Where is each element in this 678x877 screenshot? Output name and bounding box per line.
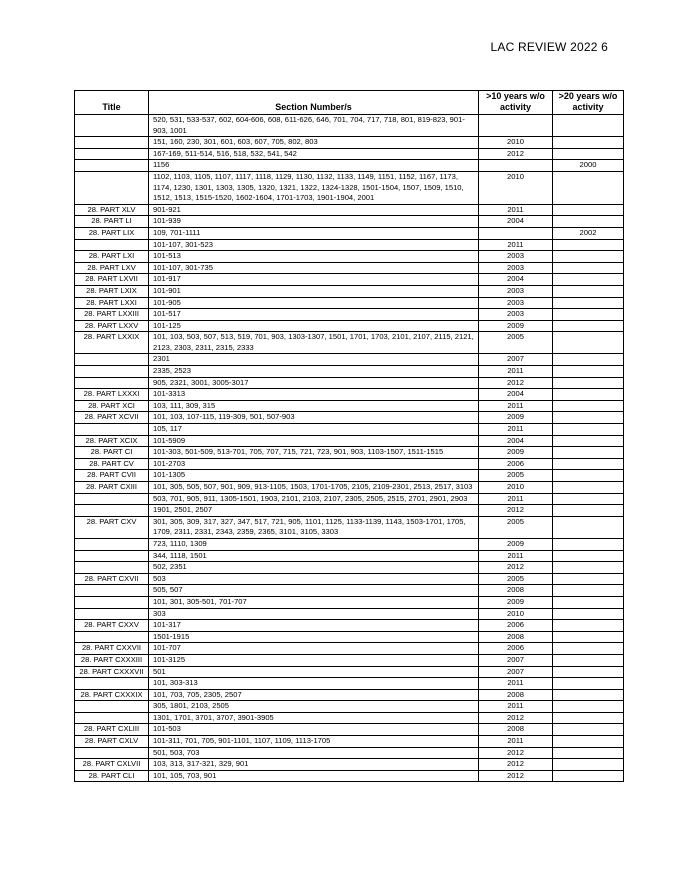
cell-10-years: 2010 [479,137,553,149]
cell-sections: 101-707 [149,643,479,655]
table-row [75,538,624,550]
cell-title: 28. PART CXV [75,516,149,538]
cell-sections: 101-517 [149,309,479,321]
table-row [75,747,624,759]
table-row [75,227,624,239]
cell-10-years: 2008 [479,689,553,701]
table-row [75,447,624,459]
table-row [75,458,624,470]
cell-title: 28. PART LXIX [75,285,149,297]
table-row [75,516,624,538]
cell-title: 28. PART CXXV [75,620,149,632]
cell-20-years [553,538,624,550]
cell-sections: 101, 305, 505, 507, 901, 909, 913-1105, 1503, 1701-1705, 2105, 2109-2301, 2513, 2517, 3103 [149,482,479,494]
cell-10-years [479,227,553,239]
cell-sections: 101-107, 301-523 [149,239,479,251]
cell-10-years: 2011 [479,239,553,251]
cell-title [75,171,149,204]
cell-20-years [553,171,624,204]
table-row [75,608,624,620]
cell-20-years [553,596,624,608]
cell-10-years: 2003 [479,251,553,263]
cell-10-years: 2011 [479,424,553,436]
table-row [75,666,624,678]
cell-sections: 151, 160, 230, 301, 601, 603, 607, 705, 802, 803 [149,137,479,149]
cell-title: 28. PART CXXXIX [75,689,149,701]
table-row [75,412,624,424]
cell-20-years [553,115,624,137]
cell-10-years: 2012 [479,770,553,782]
cell-title [75,239,149,251]
table-row [75,297,624,309]
cell-sections: 101-5909 [149,435,479,447]
cell-sections: 1102, 1103, 1105, 1107, 1117, 1118, 1129, 1130, 1132, 1133, 1149, 1151, 1152, 1167, 1173, 1174, 1230, 1301, 1303, 1305, 1320, 1321, 1322, 1324-1328, 1501-1504, 1507, 1509, 1510, 1512, 1513, 1515-1520, 1602-1604, 1701-1703, 1901-1904, 2001 [149,171,479,204]
cell-10-years: 2011 [479,736,553,748]
cell-sections: 723, 1110, 1309 [149,538,479,550]
table-row [75,239,624,251]
cell-10-years: 2011 [479,400,553,412]
cell-10-years: 2003 [479,262,553,274]
cell-title: 28. PART XCI [75,400,149,412]
table-row [75,654,624,666]
cell-20-years [553,701,624,713]
cell-sections: 1501-1915 [149,631,479,643]
cell-title [75,562,149,574]
table-row [75,435,624,447]
cell-20-years [553,204,624,216]
table-row [75,216,624,228]
cell-sections: 1301, 1701, 3701, 3707, 3901-3905 [149,712,479,724]
cell-sections: 101-905 [149,297,479,309]
cell-title [75,137,149,149]
table-row [75,262,624,274]
table-row [75,274,624,286]
cell-sections: 905, 2321, 3001, 3005-3017 [149,377,479,389]
table-row [75,171,624,204]
table-row [75,332,624,354]
cell-title [75,538,149,550]
cell-10-years: 2010 [479,171,553,204]
table-row [75,148,624,160]
cell-sections: 502, 2351 [149,562,479,574]
cell-sections: 1901, 2501, 2507 [149,505,479,517]
cell-10-years: 2012 [479,747,553,759]
cell-20-years [553,412,624,424]
cell-sections: 901-921 [149,204,479,216]
cell-10-years: 2012 [479,505,553,517]
cell-20-years [553,747,624,759]
cell-sections: 2335, 2523 [149,366,479,378]
cell-title [75,747,149,759]
table-row [75,115,624,137]
cell-sections: 101-107, 301-735 [149,262,479,274]
cell-10-years: 2012 [479,148,553,160]
table-row [75,204,624,216]
cell-sections: 101-901 [149,285,479,297]
cell-20-years [553,585,624,597]
cell-sections: 101-917 [149,274,479,286]
cell-10-years: 2008 [479,585,553,597]
cell-title: 28. PART XCIX [75,435,149,447]
cell-title: 28. PART CXLIII [75,724,149,736]
table-row [75,596,624,608]
cell-sections: 101-1305 [149,470,479,482]
cell-20-years: 2000 [553,160,624,172]
table-row [75,389,624,401]
table-row [75,643,624,655]
cell-title [75,631,149,643]
cell-20-years [553,377,624,389]
cell-10-years: 2011 [479,678,553,690]
cell-10-years: 2004 [479,274,553,286]
cell-title [75,701,149,713]
cell-20-years [553,505,624,517]
cell-10-years: 2005 [479,516,553,538]
table-row [75,377,624,389]
table-body [75,115,624,782]
cell-20-years [553,251,624,263]
cell-sections: 101-311, 701, 705, 901-1101, 1107, 1109, 1113-1705 [149,736,479,748]
cell-20-years [553,759,624,771]
table-row [75,701,624,713]
cell-10-years: 2012 [479,562,553,574]
cell-sections: 301, 305, 309, 317, 327, 347, 517, 721, 905, 1101, 1125, 1133-1139, 1143, 1503-1701, 1705, 1709, 2311, 2331, 2343, 2359, 2365, 3101, 3105, 3303 [149,516,479,538]
cell-title: 28. PART CI [75,447,149,459]
cell-10-years: 2012 [479,712,553,724]
cell-title [75,550,149,562]
cell-sections: 103, 111, 309, 315 [149,400,479,412]
cell-20-years [553,447,624,459]
cell-20-years [553,148,624,160]
cell-title: 28. PART CLI [75,770,149,782]
table-row [75,770,624,782]
cell-20-years [553,354,624,366]
cell-sections: 101, 303-313 [149,678,479,690]
cell-title [75,115,149,137]
table-row [75,631,624,643]
inactivity-table [74,90,624,782]
cell-sections: 520, 531, 533-537, 602, 604-606, 608, 611-626, 646, 701, 704, 717, 718, 801, 819-823, 901-903, 1001 [149,115,479,137]
column-header-20-years: >20 years w/o activity [553,91,624,115]
cell-20-years [553,516,624,538]
cell-20-years [553,712,624,724]
table-row [75,550,624,562]
cell-10-years: 2010 [479,482,553,494]
cell-sections: 505, 507 [149,585,479,597]
table-row [75,759,624,771]
cell-20-years [553,643,624,655]
cell-sections: 501 [149,666,479,678]
table-row [75,620,624,632]
cell-title: 28. PART LXXI [75,297,149,309]
cell-sections: 101, 105, 703, 901 [149,770,479,782]
cell-10-years: 2011 [479,493,553,505]
cell-title: 28. PART LIX [75,227,149,239]
cell-20-years [553,137,624,149]
table-row [75,505,624,517]
cell-20-years [553,435,624,447]
cell-10-years: 2007 [479,666,553,678]
cell-sections: 101-939 [149,216,479,228]
cell-20-years [553,262,624,274]
cell-title: 28. PART CXIII [75,482,149,494]
cell-title: 28. PART CXVII [75,573,149,585]
cell-20-years [553,562,624,574]
cell-title: 28. PART XCVII [75,412,149,424]
cell-sections: 101-317 [149,620,479,632]
cell-sections: 105, 117 [149,424,479,436]
cell-sections: 101-513 [149,251,479,263]
column-header-title: Title [75,91,149,115]
cell-20-years [553,678,624,690]
cell-sections: 344, 1118, 1501 [149,550,479,562]
cell-10-years: 2009 [479,447,553,459]
cell-10-years: 2009 [479,412,553,424]
cell-20-years [553,274,624,286]
table-row [75,585,624,597]
cell-title: 28. PART CVII [75,470,149,482]
cell-title [75,608,149,620]
cell-10-years: 2011 [479,550,553,562]
cell-10-years: 2003 [479,297,553,309]
cell-title: 28. PART LXV [75,262,149,274]
cell-20-years [553,482,624,494]
cell-10-years: 2012 [479,377,553,389]
cell-sections: 101, 703, 705, 2305, 2507 [149,689,479,701]
cell-title: 28. PART CXLVII [75,759,149,771]
cell-10-years: 2011 [479,204,553,216]
cell-20-years: 2002 [553,227,624,239]
cell-title: 28. PART LI [75,216,149,228]
cell-title [75,377,149,389]
cell-title: 28. PART CXXXVII [75,666,149,678]
table-row [75,482,624,494]
cell-10-years: 2009 [479,596,553,608]
column-header-10-years: >10 years w/o activity [479,91,553,115]
cell-sections: 101-2703 [149,458,479,470]
table-row [75,285,624,297]
cell-title: 28. PART XLV [75,204,149,216]
cell-10-years [479,115,553,137]
cell-title: 28. PART LXVII [75,274,149,286]
cell-20-years [553,631,624,643]
cell-title: 28. PART LXXV [75,320,149,332]
cell-title: 28. PART CXXVII [75,643,149,655]
table-header-row [75,91,624,115]
cell-10-years: 2003 [479,309,553,321]
cell-20-years [553,309,624,321]
cell-sections: 101, 103, 503, 507, 513, 519, 701, 903, 1303-1307, 1501, 1701, 1703, 2101, 2107, 2115, 2121, 2123, 2303, 2311, 2315, 2333 [149,332,479,354]
cell-10-years: 2011 [479,701,553,713]
cell-10-years: 2005 [479,470,553,482]
cell-title [75,160,149,172]
table-row [75,712,624,724]
cell-title [75,148,149,160]
cell-title [75,366,149,378]
cell-sections: 101, 103, 107-115, 119-309, 501, 507-903 [149,412,479,424]
table-row [75,470,624,482]
cell-10-years: 2011 [479,366,553,378]
cell-title [75,585,149,597]
table-row [75,309,624,321]
cell-20-years [553,493,624,505]
cell-sections: 503, 701, 905, 911, 1305-1501, 1903, 2101, 2103, 2107, 2305, 2505, 2515, 2701, 2901, 2903 [149,493,479,505]
table-row [75,137,624,149]
cell-title: 28. PART LXXXI [75,389,149,401]
cell-20-years [553,689,624,701]
table-row [75,354,624,366]
cell-title [75,424,149,436]
cell-title [75,596,149,608]
cell-sections: 101-3125 [149,654,479,666]
cell-title [75,678,149,690]
cell-title: 28. PART CV [75,458,149,470]
cell-sections: 101, 301, 305-501, 701-707 [149,596,479,608]
cell-10-years: 2007 [479,354,553,366]
cell-title: 28. PART LXXIII [75,309,149,321]
cell-20-years [553,724,624,736]
cell-10-years: 2004 [479,435,553,447]
cell-sections: 109, 701-1111 [149,227,479,239]
cell-20-years [553,573,624,585]
cell-20-years [553,424,624,436]
cell-sections: 303 [149,608,479,620]
cell-10-years: 2006 [479,458,553,470]
cell-title [75,712,149,724]
cell-sections: 101-125 [149,320,479,332]
cell-title [75,493,149,505]
table-row [75,424,624,436]
cell-10-years: 2006 [479,620,553,632]
cell-20-years [553,285,624,297]
cell-sections: 2301 [149,354,479,366]
cell-20-years [553,608,624,620]
cell-sections: 101-3313 [149,389,479,401]
cell-20-years [553,320,624,332]
cell-sections: 103, 313, 317-321, 329, 901 [149,759,479,771]
table-row [75,251,624,263]
cell-sections: 167-169, 511-514, 516, 518, 532, 541, 542 [149,148,479,160]
cell-10-years [479,160,553,172]
table-row [75,320,624,332]
cell-10-years: 2007 [479,654,553,666]
cell-20-years [553,400,624,412]
table-row [75,400,624,412]
cell-10-years: 2010 [479,608,553,620]
cell-title: 28. PART LXI [75,251,149,263]
table-row [75,366,624,378]
cell-sections: 503 [149,573,479,585]
table-row [75,724,624,736]
column-header-sections: Section Number/s [149,91,479,115]
cell-20-years [553,666,624,678]
cell-title: 28. PART CXLV [75,736,149,748]
cell-10-years: 2008 [479,631,553,643]
cell-20-years [553,620,624,632]
cell-sections: 101-503 [149,724,479,736]
cell-20-years [553,736,624,748]
cell-10-years: 2005 [479,332,553,354]
cell-20-years [553,770,624,782]
cell-title [75,505,149,517]
cell-title [75,354,149,366]
cell-sections: 101-303, 501-509, 513-701, 705, 707, 715, 721, 723, 901, 903, 1103-1507, 1511-1515 [149,447,479,459]
cell-title: 28. PART CXXXIII [75,654,149,666]
cell-20-years [553,297,624,309]
cell-10-years: 2008 [479,724,553,736]
cell-20-years [553,389,624,401]
cell-20-years [553,216,624,228]
cell-20-years [553,458,624,470]
table-row [75,573,624,585]
table-row [75,160,624,172]
table-row [75,689,624,701]
cell-sections: 305, 1801, 2103, 2505 [149,701,479,713]
cell-10-years: 2004 [479,216,553,228]
cell-20-years [553,332,624,354]
cell-10-years: 2006 [479,643,553,655]
cell-title: 28. PART LXXIX [75,332,149,354]
cell-20-years [553,550,624,562]
cell-10-years: 2012 [479,759,553,771]
table-row [75,493,624,505]
cell-10-years: 2005 [479,573,553,585]
cell-20-years [553,654,624,666]
table-row [75,562,624,574]
cell-10-years: 2004 [479,389,553,401]
cell-20-years [553,239,624,251]
cell-20-years [553,470,624,482]
cell-10-years: 2009 [479,538,553,550]
running-header: LAC REVIEW 2022 6 [490,40,608,54]
cell-sections: 1156 [149,160,479,172]
table-row [75,736,624,748]
cell-sections: 501, 503, 703 [149,747,479,759]
table-row [75,678,624,690]
cell-10-years: 2009 [479,320,553,332]
cell-10-years: 2003 [479,285,553,297]
cell-20-years [553,366,624,378]
